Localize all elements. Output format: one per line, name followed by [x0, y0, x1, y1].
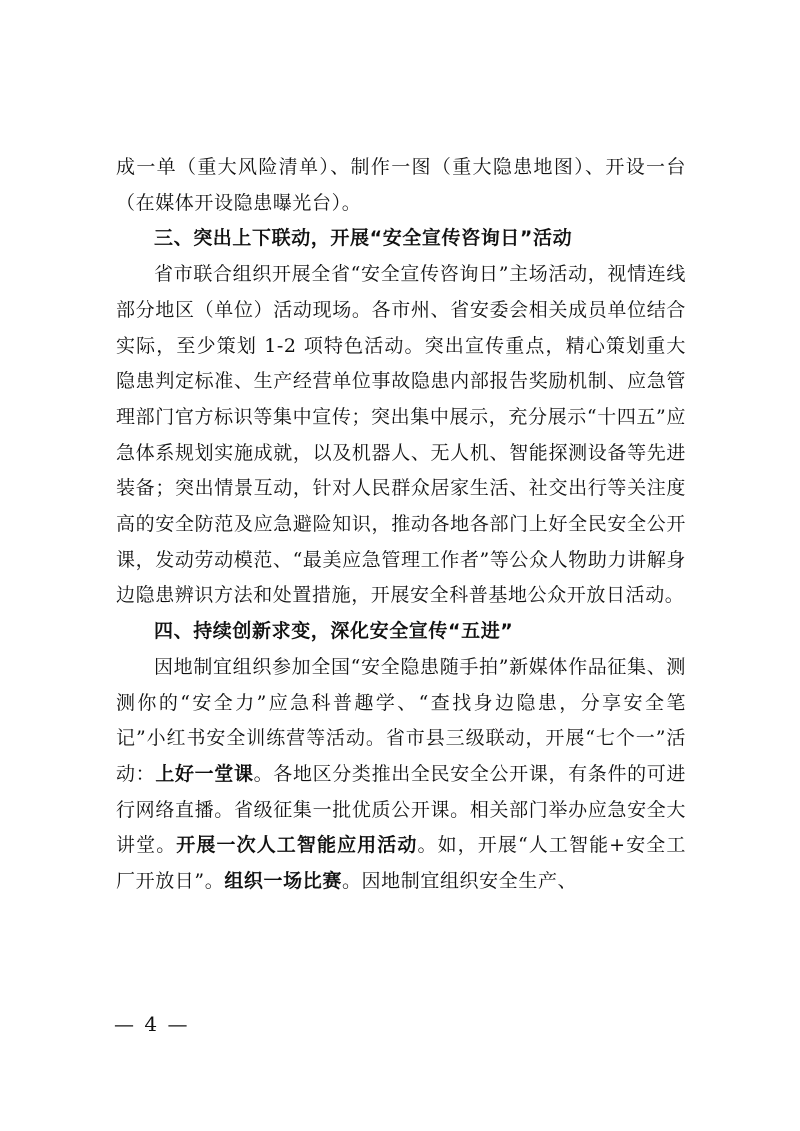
text-run: 。如，开展“人工智能+安全工厂开放日”。	[116, 834, 686, 893]
bold-run-lesson: 上好一堂课	[155, 762, 254, 785]
document-body	[116, 150, 686, 900]
text-run: 。各地区分类推出全民安全公开课，有条件的可进行网络直播。省级征集一批优质公开课。相关部门举办应急安全大讲堂。	[116, 762, 687, 857]
paragraph-section-4	[116, 650, 686, 900]
paragraph-section-3: 省市联合组织开展全省“安全宣传咨询日”主场活动，视情连线部分地区（单位）活动现场。各市州、省安委会相关成员单位结合实际，至少策划 1-2 项特色活动。突出宣传重点，精心策划重大隐患判定标准、生产经营单位事故隐患内部报告奖励机制、应急管理部门官方标识等集中宣传；突出集中展示，充分展示“十四五”应急体系规划实施成就，以及机器人、无人机、智能探测设备等先进装备；突出情景互动，针对人民群众居家生活、社交出行等关注度高的安全防范及应急避险知识，推动各地各部门上好全民安全公开课，发动劳动模范、“最美应急管理工作者”等公众人物助力讲解身边隐患辨识方法和处置措施，开展安全科普基地公众开放日活动。	[116, 263, 686, 607]
section-heading-3: 三、突出上下联动，开展“安全宣传咨询日”活动	[154, 227, 573, 250]
paragraph-continued: 成一单（重大风险清单）、制作一图（重大隐患地图）、开设一台（在媒体开设隐患曝光台）。	[116, 156, 686, 214]
text-run: 。因地制宜组织安全生产、	[341, 870, 578, 893]
section-heading-4: 四、持续创新求变，深化安全宣传“五进”	[154, 620, 514, 643]
text-run: 因地制宜组织参加全国“安全隐患随手拍”新媒体作品征集、测测你的“安全力”应急科普趣学、“查找身边隐患，分享安全笔记”小红书安全训练营等活动。省市县三级联动，开展“七个一”活动：	[116, 655, 686, 785]
page-number: — 4 —	[114, 1012, 190, 1036]
bold-run-competition: 组织一场比赛	[224, 870, 342, 893]
bold-run-ai-activity: 开展一次人工智能应用活动	[176, 834, 418, 857]
